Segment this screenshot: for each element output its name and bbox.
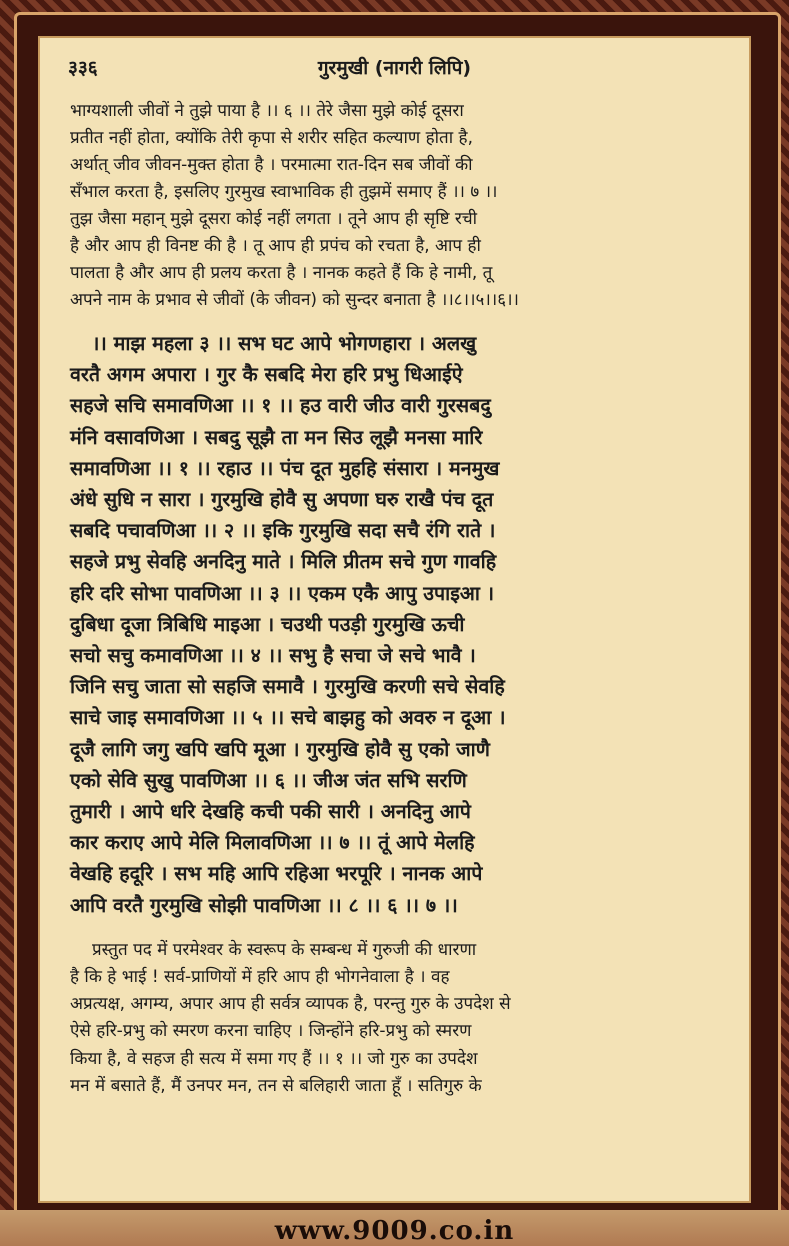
- verse-line: हरि दरि सोभा पावणिआ ।। ३ ।। एकम एकै आपु उपाइआ ।: [70, 581, 495, 605]
- text-line: है कि हे भाई ! सर्व-प्राणियों में हरि आप ही भोगनेवाला है । वह: [70, 967, 450, 988]
- page-number: ३३६: [68, 57, 98, 79]
- verse-line: अंधे सुधि न सारा । गुरमुखि होवै सु अपणा घरु राखै पंच दूत: [70, 488, 494, 512]
- text-line: है और आप ही विनष्ट की है । तू आप ही प्रपंच को रचता है, आप ही: [70, 236, 481, 256]
- verse-line: सहजे सचि समावणिआ ।। १ ।। हउ वारी जीउ वारी गुरसबदु: [70, 394, 491, 418]
- translation-paragraph: [70, 98, 725, 314]
- verse-line: दूजै लागि जगु खपि खपि मूआ । गुरमुखि होवै सु एको जाणै: [70, 737, 490, 761]
- verse-line: कार कराए आपे मेलि मिलावणिआ ।। ७ ।। तूं आपे मेलहि: [70, 831, 475, 855]
- footer-url: www.9009.co.in: [274, 1216, 515, 1246]
- text-line: मन में बसाते हैं, मैं उनपर मन, तन से बलिहारी जाता हूँ । सतिगुरु के: [70, 1075, 482, 1096]
- text-line: अप्रत्यक्ष, अगम्य, अपार आप ही सर्वत्र व्यापक है, परन्तु गुरु के उपदेश से: [70, 994, 511, 1015]
- verse-line: मंनि वसावणिआ । सबदु सूझै ता मन सिउ लूझै मनसा मारि: [70, 425, 483, 449]
- page-header: [38, 54, 751, 84]
- verse-line: एको सेवि सुखु पावणिआ ।। ६ ।। जीअ जंत सभि सरणि: [70, 768, 467, 792]
- verse-line: दुबिधा दूजा त्रिबिधि माइआ । चउथी पउड़ी गुरमुखि ऊची: [70, 612, 465, 636]
- text-line: ऐसे हरि-प्रभु को स्मरण करना चाहिए । जिन्होंने हरि-प्रभु को स्मरण: [70, 1021, 472, 1042]
- text-line: पालता है और आप ही प्रलय करता है । नानक कहते हैं कि हे नामी, तू: [70, 263, 493, 283]
- text-line: अर्थात् जीव जीवन-मुक्त होता है । परमात्मा रात-दिन सब जीवों की: [70, 155, 473, 175]
- running-title: गुरमुखी (नागरी लिपि): [317, 57, 472, 79]
- verse-line: साचे जाइ समावणिआ ।। ५ ।। सचे बाझहु को अवरु न दूआ ।: [70, 706, 506, 730]
- verse-line: जिनि सचु जाता सो सहजि समावै । गुरमुखि करणी सचे सेवहि: [70, 675, 505, 699]
- verse-line: सचो सचु कमावणिआ ।। ४ ।। सभु है सचा जे सचे भावै ।: [70, 644, 476, 668]
- verse-line: ।। माझ महला ३ ।। सभ घट आपे भोगणहारा । अलखु: [92, 332, 477, 355]
- commentary-paragraph: [70, 937, 725, 1100]
- text-line: तुझ जैसा महान् मुझे दूसरा कोई नहीं लगता । तूने आप ही सृष्टि रची: [70, 209, 478, 229]
- text-line: सँभाल करता है, इसलिए गुरमुख स्वाभाविक ही तुझमें समाए हैं ।। ७ ।।: [70, 182, 498, 202]
- verse-line: सहजे प्रभु सेवहि अनदिनु माते । मिलि प्रीतम सचे गुण गावहि: [70, 550, 497, 574]
- verse-line: वरतै अगम अपारा । गुर कै सबदि मेरा हरि प्रभु धिआईऐ: [70, 363, 463, 387]
- text-line: प्रस्तुत पद में परमेश्वर के स्वरूप के सम्बन्ध में गुरुजी की धारणा: [92, 939, 477, 960]
- text-line: अपने नाम के प्रभाव से जीवों (के जीवन) को सुन्दर बनाता है ।।८।।५।।६।।: [70, 290, 519, 310]
- verse-line: समावणिआ ।। १ ।। रहाउ ।। पंच दूत मुहहि संसारा । मनमुख: [70, 456, 500, 480]
- verse-line: वेखहि हदूरि । सभ महि आपि रहिआ भरपूरि । नानक आपे: [70, 862, 483, 886]
- verse-line: आपि वरतै गुरमुखि सोझी पावणिआ ।। ८ ।। ६ ।। ७ ।।: [70, 893, 458, 917]
- verse-line: तुमारी । आपे धरि देखहि कची पकी सारी । अनदिनु आपे: [70, 800, 471, 824]
- page-content: [70, 98, 725, 1100]
- verse-line: सबदि पचावणिआ ।। २ ।। इकि गुरमुखि सदा सचै रंगि राते ।: [70, 519, 496, 543]
- verse-block: [70, 328, 725, 921]
- text-line: भाग्यशाली जीवों ने तुझे पाया है ।। ६ ।। तेरे जैसा मुझे कोई दूसरा: [70, 101, 464, 121]
- book-page: [38, 36, 751, 1203]
- text-line: किया है, वे सहज ही सत्य में समा गए हैं ।। १ ।। जो गुरु का उपदेश: [70, 1048, 478, 1069]
- text-line: प्रतीत नहीं होता, क्योंकि तेरी कृपा से शरीर सहित कल्याण होता है,: [70, 128, 473, 148]
